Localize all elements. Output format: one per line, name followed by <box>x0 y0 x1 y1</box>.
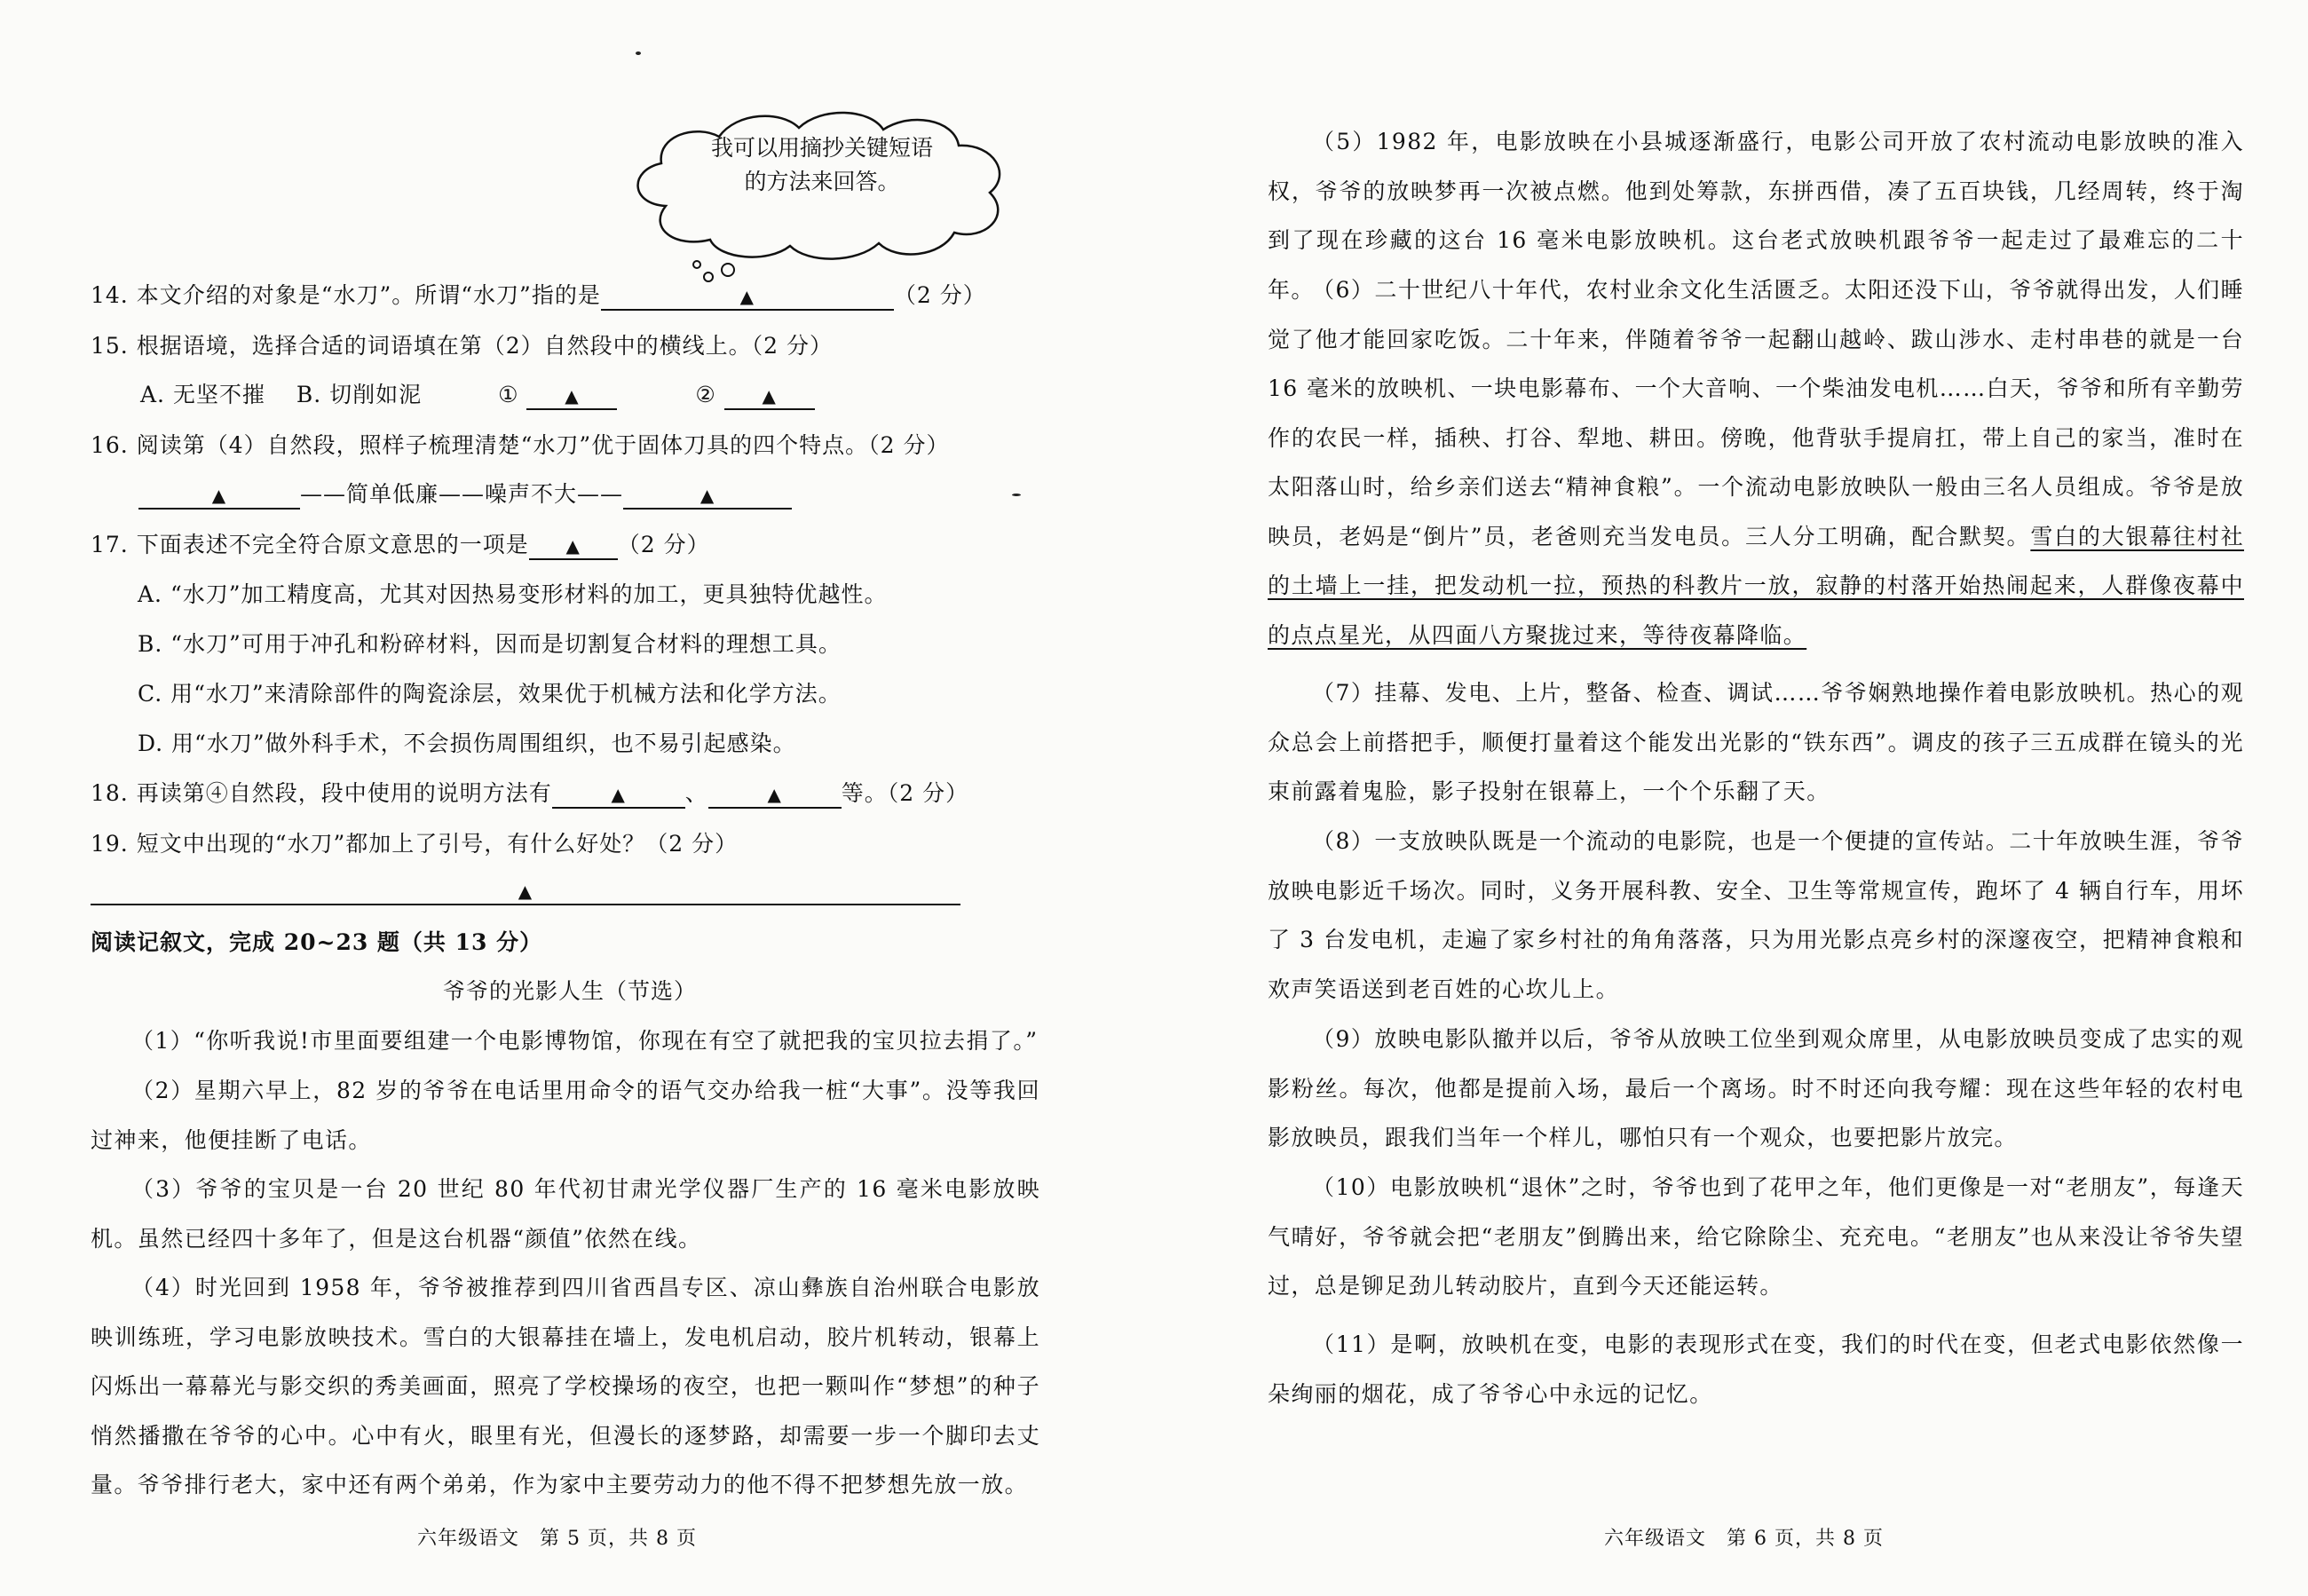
q17-option-c: C. 用“水刀”来清除部件的陶瓷涂层，效果优于机械方法和化学方法。 <box>138 681 842 707</box>
story-paragraph-1: （1）“你听我说!市里面要组建一个电影博物馆，你现在有空了就把我的宝贝拉去捐了。” <box>131 1028 1039 1054</box>
question-16: 16. 阅读第（4）自然段，照样子梳理清楚“水刀”优于固体刀具的四个特点。（2 分） <box>91 432 950 458</box>
q16-feature-low-noise: 噪声不大—— <box>485 481 624 507</box>
page-footer-5: 六年级语文 第 5 页，共 8 页 <box>417 1528 697 1550</box>
question-14-text: 14. 本文介绍的对象是“水刀”。所谓“水刀”指的是 <box>91 282 601 308</box>
q16-feature-simple-cheap: ——简单低廉—— <box>300 481 486 507</box>
answer-blank-q19[interactable]: ▲ <box>91 877 960 905</box>
story-paragraph-11: （11）是啊，放映机在变，电影的表现形式在变，我们的时代在变，但老式电影依然像一朵绚丽的烟花，成了爷爷心中永远的记忆。 <box>1268 1331 2244 1407</box>
question-19: 19. 短文中出现的“水刀”都加上了引号，有什么好处？（2 分） <box>91 831 739 857</box>
story-paragraph-7: （7）挂幕、发电、上片，整备、检查、调试……爷爷娴熟地操作着电影放映机。热心的观众总会上前搭把手，顺便打量着这个能发出光影的“铁东西”。调皮的孩子三五成群在镜头的光束前露着鬼脸，影子投射在银幕上，一个个乐翻了天。 <box>1268 680 2244 804</box>
answer-blank-q18-1[interactable]: ▲ <box>552 780 685 809</box>
scan-speck <box>636 51 641 55</box>
q15-blank-2-label: ② <box>695 382 716 407</box>
answer-blank-q18-2[interactable]: ▲ <box>708 780 842 809</box>
question-19-answer-row <box>91 875 960 905</box>
q17-option-d: D. 用“水刀”做外科手术，不会损伤周围组织，也不易引起感染。 <box>138 731 796 756</box>
story-paragraph-6 <box>1268 265 2244 660</box>
story-paragraph-9: （9）放映电影队撤并以后，爷爷从放映工位坐到观众席里，从电影放映员变成了忠实的观影粉丝。每次，他都是提前入场，最后一个离场。时不时还向我夸耀：现在这些年轻的农村电影放映员，跟我们当年一个样儿，哪怕只有一个观众，也要把影片放完。 <box>1268 1026 2244 1150</box>
answer-blank-q16-1[interactable]: ▲ <box>138 481 300 510</box>
page-footer-6: 六年级语文 第 6 页，共 8 页 <box>1604 1528 1884 1550</box>
story-paragraph-2: （2）星期六早上，82 岁的爷爷在电话里用命令的语气交办给我一桩“大事”。没等我回过神来，他便挂断了电话。 <box>91 1078 1040 1153</box>
q15-word-choices: A. 无坚不摧 B. 切削如泥 <box>140 382 423 407</box>
question-15: 15. 根据语境，选择合适的词语填在第（2）自然段中的横线上。（2 分） <box>91 333 833 359</box>
question-17-score: （2 分） <box>617 532 710 557</box>
bubble-line-1: 我可以用摘抄关键短语 <box>710 135 933 161</box>
section-heading: 阅读记叙文，完成 20~23 题（共 13 分） <box>91 929 543 955</box>
story-paragraph-3: （3）爷爷的宝贝是一台 20 世纪 80 年代初甘肃光学仪器厂生产的 16 毫米电影放映机。虽然已经四十多年了，但是这台机器“颜值”依然在线。 <box>91 1176 1040 1252</box>
story-paragraph-8: （8）一支放映队既是一个流动的电影院，也是一个便捷的宣传站。二十年放映生涯，爷爷放映电影近千场次。同时，义务开展科教、安全、卫生等常规宣传，跑坏了 4 辆自行车，用坏了 3 台发电机，走遍了家乡村社的角角落落，只为用光影点亮乡村的深邃夜空，把精神食粮和欢声笑语送到老百姓的心坎儿上。 <box>1268 828 2244 1002</box>
answer-blank-q15-2[interactable]: ▲ <box>724 382 815 410</box>
answer-blank-q15-1[interactable]: ▲ <box>526 382 617 410</box>
paragraph-6-text: （6）二十世纪八十年代，农村业余文化生活匮乏。太阳还没下山，爷爷就得出发，人们睡觉了他才能回家吃饭。二十年来，伴随着爷爷一起翻山越岭、跋山涉水、走村串巷的就是一台 16 毫米的放映机、一块电影幕布、一个大音响、一个柴油发电机……白天，爷爷和所有辛勤劳作的农民一样，插秧、打谷、犁地、耕田。傍晚，他背驮手提肩扛，带上自己的家当，准时在太阳落山时，给乡亲们送去“精神食粮”。一个流动电影放映队一般由三名人员组成。爷爷是放映员，老妈是“倒片”员，老爸则充当发电员。三人分工明确，配合默契。 <box>1268 277 2244 549</box>
scan-speck <box>1012 494 1021 496</box>
exam-page-6 <box>1225 0 2308 1596</box>
question-18: 18. 再读第④自然段，段中使用的说明方法有 ▲ 、 ▲ 等。（2 分） <box>91 778 968 809</box>
story-paragraph-4: （4）时光回到 1958 年，爷爷被推荐到四川省西昌专区、凉山彝族自治州联合电影放映训练班，学习电影放映技术。雪白的大银幕挂在墙上，发电机启动，胶片机转动，银幕上闪烁出一幕幕光与影交织的秀美画面，照亮了学校操场的夜空，也把一颗叫作“梦想”的种子悄然播撒在爷爷的心中。心中有火，眼里有光，但漫长的逐梦路，却需要一步一个脚印去丈量。爷爷排行老大，家中还有两个弟弟，作为家中主要劳动力的他不得不把梦想先放一放。 <box>91 1275 1040 1497</box>
answer-blank-q14[interactable]: ▲ <box>601 282 894 311</box>
exam-page-5 <box>0 0 1118 1596</box>
bubble-line-2: 的方法来回答。 <box>744 169 900 194</box>
answer-blank-q16-2[interactable]: ▲ <box>623 481 792 510</box>
story-paragraph-5: （5）1982 年，电影放映在小县城逐渐盛行，电影公司开放了农村流动电影放映的准入权，爷爷的放映梦再一次被点燃。他到处筹款，东拼西借，凑了五百块钱，几经周转，终于淘到了现在珍藏的这台 16 毫米电影放映机。这台老式放映机跟爷爷一起走过了最难忘的二十年。 <box>1268 129 2244 303</box>
question-17-text: 17. 下面表述不完全符合原文意思的一项是 <box>91 532 529 557</box>
paragraph-6-underlined-sentence: 雪白的大银幕往村社的土墙上一挂，把发动机一拉，预热的科教片一放，寂静的村落开始热闹起来，人群像夜幕中的点点星光，从四面八方聚拢过来，等待夜幕降临。 <box>1268 523 2244 648</box>
story-title: 爷爷的光影人生（节选） <box>442 978 697 1004</box>
question-14 <box>91 280 986 311</box>
question-18-text: 18. 再读第④自然段，段中使用的说明方法有 <box>91 780 552 806</box>
question-14-score: （2 分） <box>893 282 986 308</box>
question-18-score: 等。（2 分） <box>841 780 969 806</box>
thought-bubble-text <box>689 131 955 199</box>
question-16-answer-row <box>138 479 792 510</box>
question-17 <box>91 530 710 560</box>
q15-blank-1-label: ① <box>498 382 519 407</box>
q17-option-b: B. “水刀”可用于冲孔和粉碎材料，因而是切割复合材料的理想工具。 <box>138 631 842 657</box>
story-paragraph-10: （10）电影放映机“退休”之时，爷爷也到了花甲之年，他们更像是一对“老朋友”，每逢天气晴好，爷爷就会把“老朋友”倒腾出来，给它除除尘、充充电。“老朋友”也从来没让爷爷失望过，总是铆足劲儿转动胶片，直到今天还能运转。 <box>1268 1174 2244 1299</box>
question-15-options <box>140 380 815 410</box>
answer-blank-q17[interactable]: ▲ <box>529 532 618 560</box>
q17-option-a: A. “水刀”加工精度高，尤其对因热易变形材料的加工，更具独特优越性。 <box>138 581 888 607</box>
